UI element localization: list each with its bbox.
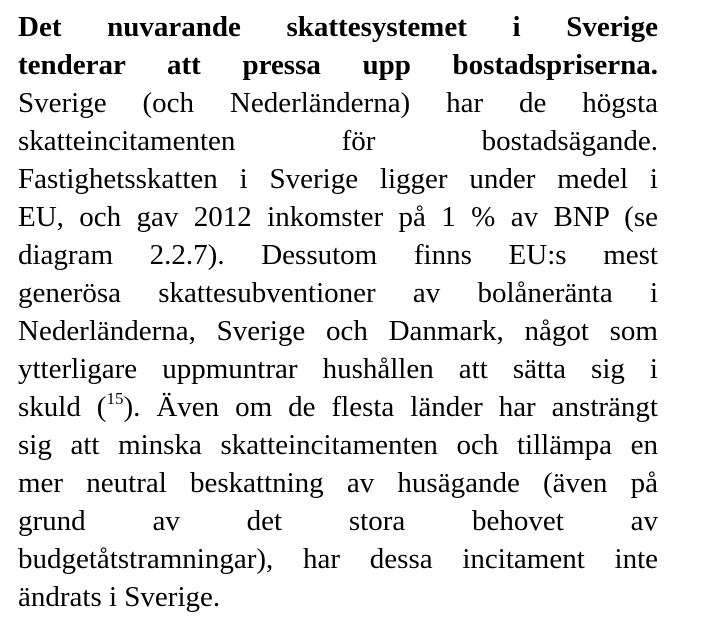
paragraph xyxy=(18,8,658,616)
footnote-reference[interactable]: 15 xyxy=(106,389,124,408)
footnote-line-end: ). Även om de flesta länder har ansträngt xyxy=(123,391,658,423)
footnote-line xyxy=(18,388,658,426)
body-line: diagram 2.2.7). Dessutom finns EU:s mest xyxy=(18,239,658,271)
body-line: Fastighetsskatten i Sverige ligger under medel i xyxy=(18,163,658,195)
body-line: generösa skattesubventioner av bolåneränta i xyxy=(18,277,658,309)
body-line: skatteincitamenten för bostadsägande. xyxy=(18,125,658,157)
body-line: EU, och gav 2012 inkomster på 1 % av BNP (se xyxy=(18,201,658,233)
body-line: sig att minska skatteincitamenten och tillämpa en xyxy=(18,429,658,461)
last-line: ändrats i Sverige. xyxy=(18,581,221,613)
body-line: Sverige (och Nederländerna) har de högsta xyxy=(18,87,658,119)
document-page xyxy=(18,8,658,616)
body-line: mer neutral beskattning av husägande (även på xyxy=(18,467,658,499)
body-line: ytterligare uppmuntrar hushållen att sätta sig i xyxy=(18,353,658,385)
lead-line: tenderar att pressa upp bostadspriserna. xyxy=(18,49,658,81)
body-line: budgetåtstramningar), har dessa incitament inte xyxy=(18,543,658,575)
footnote-line-start: skuld ( xyxy=(18,391,107,423)
body-line: grund av det stora behovet av xyxy=(18,505,658,537)
body-line: Nederländerna, Sverige och Danmark, något som xyxy=(18,315,658,347)
lead-line: Det nuvarande skattesystemet i Sverige xyxy=(18,11,658,43)
